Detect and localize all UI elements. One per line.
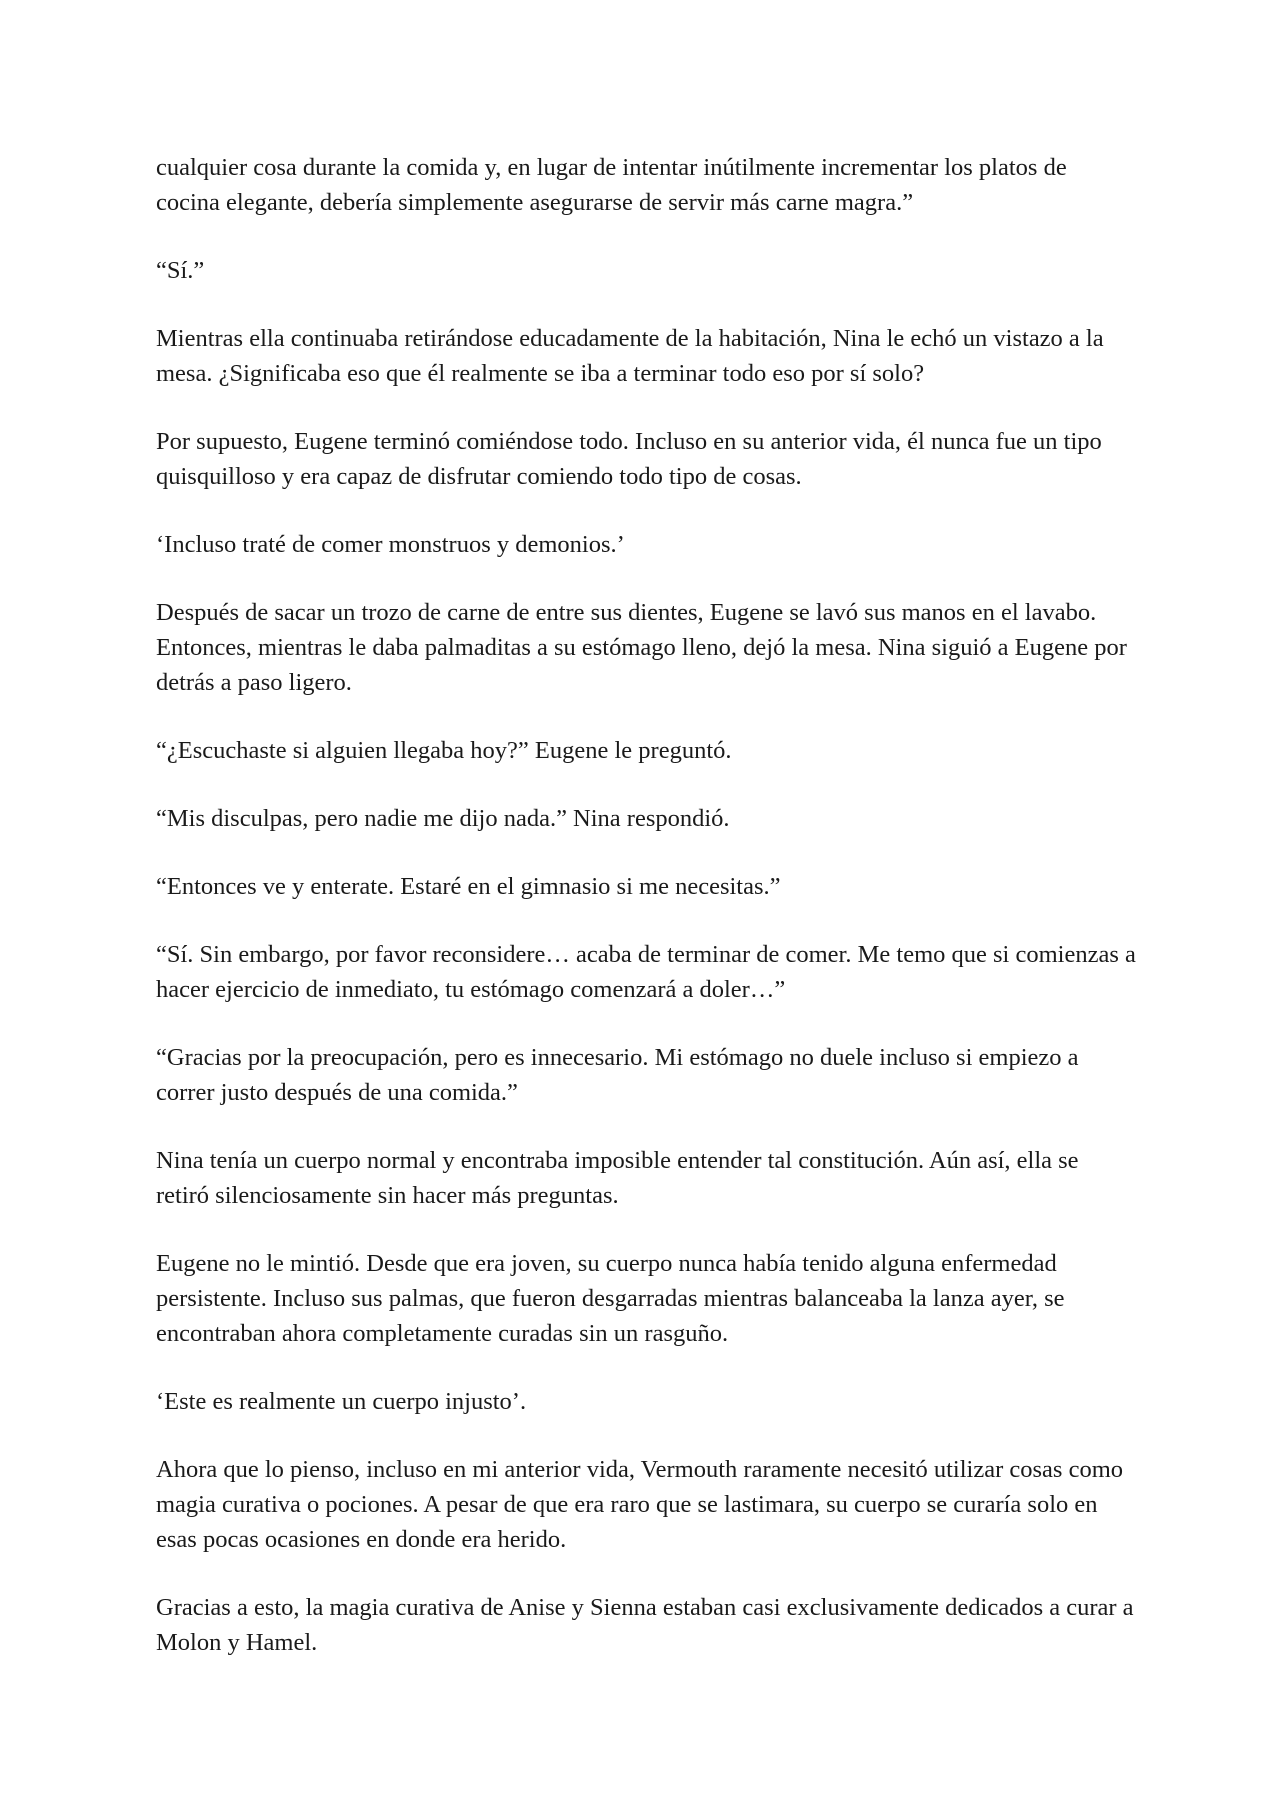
paragraph: Nina tenía un cuerpo normal y encontraba imposible entender tal constitución. Aún así, ella se retiró silenciosamente sin hacer más preguntas.: [156, 1147, 1079, 1209]
paragraph: “Sí. Sin embargo, por favor reconsidere… acaba de terminar de comer. Me temo que si comienzas a hacer ejercicio de inmediato, tu estómago comenzará a doler…”: [156, 941, 1136, 1003]
paragraph: “Entonces ve y enterate. Estaré en el gimnasio si me necesitas.”: [156, 873, 781, 900]
paragraph: Después de sacar un trozo de carne de entre sus dientes, Eugene se lavó sus manos en el lavabo. Entonces, mientras le daba palmaditas a su estómago lleno, dejó la mesa. Nina siguió a Eugene por detrás a paso ligero.: [156, 599, 1127, 696]
paragraph: Por supuesto, Eugene terminó comiéndose todo. Incluso en su anterior vida, él nunca fue un tipo quisquilloso y era capaz de disfrutar comiendo todo tipo de cosas.: [156, 428, 1102, 490]
paragraph: ‘Este es realmente un cuerpo injusto’.: [156, 1388, 527, 1415]
paragraph: Gracias a esto, la magia curativa de Anise y Sienna estaban casi exclusivamente dedicados a curar a Molon y Hamel.: [156, 1594, 1134, 1656]
paragraph: “Sí.”: [156, 257, 205, 284]
paragraph: ‘Incluso traté de comer monstruos y demonios.’: [156, 531, 625, 558]
document-page: [156, 150, 1136, 1693]
paragraph: cualquier cosa durante la comida y, en lugar de intentar inútilmente incrementar los platos de cocina elegante, debería simplemente asegurarse de servir más carne magra.”: [156, 154, 1067, 216]
paragraph: Ahora que lo pienso, incluso en mi anterior vida, Vermouth raramente necesitó utilizar cosas como magia curativa o pociones. A pesar de que era raro que se lastimara, su cuerpo se curaría solo en esas pocas ocasiones en donde era herido.: [156, 1456, 1124, 1553]
paragraph: “Gracias por la preocupación, pero es innecesario. Mi estómago no duele incluso si empiezo a correr justo después de una comida.”: [156, 1044, 1079, 1106]
paragraph: “Mis disculpas, pero nadie me dijo nada.” Nina respondió.: [156, 805, 730, 832]
paragraph: Eugene no le mintió. Desde que era joven, su cuerpo nunca había tenido alguna enfermedad persistente. Incluso sus palmas, que fueron desgarradas mientras balanceaba la lanza ayer, se encontraban ahora completamente curadas sin un rasguño.: [156, 1250, 1065, 1347]
paragraph: Mientras ella continuaba retirándose educadamente de la habitación, Nina le echó un vistazo a la mesa. ¿Significaba eso que él realmente se iba a terminar todo eso por sí solo?: [156, 325, 1104, 387]
paragraph: “¿Escuchaste si alguien llegaba hoy?” Eugene le preguntó.: [156, 737, 732, 764]
